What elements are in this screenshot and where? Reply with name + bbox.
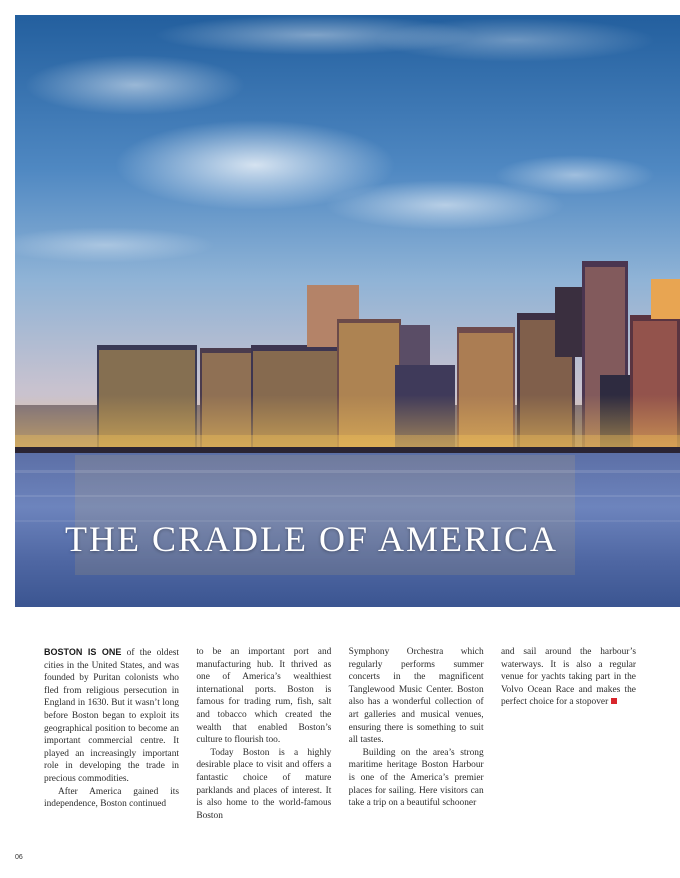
paragraph-text: Symphony Orchestra which regularly performs summer concerts in the magnificent Tanglewood Music Center. Boston also has a wonderful collection of art galleries and musical venues, ensuring there is something to suit all tastes.	[348, 647, 484, 746]
text-column-1	[44, 646, 179, 816]
paragraph-text: to be an important port and manufacturing hub. It thrived as one of America’s wealthiest international ports. Boston is famous for trading rum, fish, salt and tobacco which created the wealth that enabled Boston’s culture to flourish too.	[196, 647, 332, 746]
end-of-article-icon	[611, 698, 617, 704]
article-title: THE CRADLE OF AMERICA	[65, 519, 559, 559]
paragraph-text: and sail around the harbour’s waterways. It is also a regular venue for yachts taking part in the Volvo Ocean Race and makes the perfect choice for a stopover	[500, 647, 636, 708]
text-column-3	[349, 646, 484, 816]
paragraph-text: After America gained its independence, Boston continued	[44, 786, 179, 810]
article-body	[44, 646, 636, 821]
page-number: 06	[15, 854, 23, 861]
paragraph-text: Building on the area’s strong maritime heritage Boston Harbour is one of the America’s premier places for sailing. Here visitors can take a trip on a beautiful schooner	[348, 747, 484, 809]
paragraph-text: Today Boston is a highly desirable place to visit and offers a fantastic choice of mature parklands and places of interest. It is also home to the world-famous Boston	[196, 747, 332, 821]
text-column-2	[196, 646, 332, 821]
paragraph-text: of the oldest cities in the United States, and was founded by Puritan colonists who fled from religious persecution in England in 1630. But it wasn’t long before Boston began to exploit its geographical position to become an important commercial centre. It played an increasingly important role in developing the trade in precious commodities.	[44, 648, 179, 784]
hero-image	[15, 15, 680, 607]
text-column-4	[501, 646, 636, 816]
lead-in: BOSTON IS ONE	[44, 647, 122, 657]
